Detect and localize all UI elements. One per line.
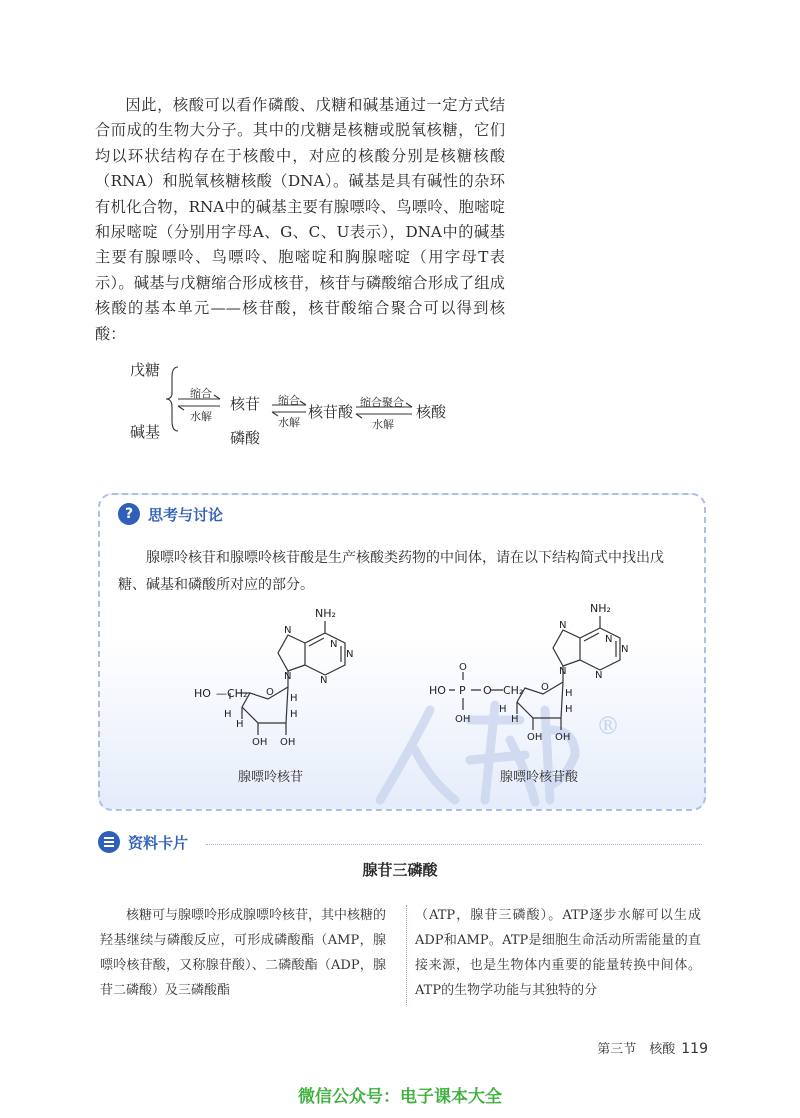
svg-text:OH: OH [527,732,543,743]
scheme-phosphate: 磷酸 [230,429,261,447]
svg-text:CH₂: CH₂ [503,684,524,697]
svg-text:H: H [236,719,244,730]
svg-text:H: H [511,714,519,725]
data-card-title: 资料卡片 [128,833,189,852]
registered-mark: ® [596,712,620,740]
card-right-text: （ATP，腺苷三磷酸）。ATP逐步水解可以生成ADP和AMP。ATP是细胞生命活动所需能量的直接来源，也是生物体内重要的能量转换中间体。ATP的生物学功能与其独特的分 [415,908,701,998]
wechat-banner: 微信公众号：电子课本大全 [298,1087,502,1107]
think-discuss-text [118,545,688,599]
svg-text:P: P [459,684,466,697]
card-icon [98,831,120,853]
svg-text:N: N [346,649,354,660]
svg-text:N: N [320,675,328,686]
card-right-column [415,903,701,1003]
scheme-condense-polymerize: 缩合聚合 [360,396,404,409]
scheme-nucleotide: 核苷酸 [308,403,354,421]
card-left-column [100,903,386,1003]
svg-text:N: N [559,620,567,631]
atp-heading: 腺苷三磷酸 [362,861,438,879]
scheme-base: 碱基 [130,423,161,441]
adenosine-label: 腺嘌呤核苷 [238,770,304,785]
intro-paragraph: 因此，核酸可以看作磷酸、戊糖和碱基通过一定方式结合而成的生物大分子。其中的戊糖是核糖或脱氧核糖，它们均以环状结构存在于核酸中，对应的核酸分别是核糖核酸（RNA）和脱氧核糖核酸（DNA）。碱基是具有碱性的杂环有机化合物，RNA中的碱基主要有腺嘌呤、鸟嘌呤、胞嘧啶和尿嘧啶（分别用字母A、G、C、U表示），DNA中的碱基主要有腺嘌呤、鸟嘌呤、胞嘧啶和胸腺嘧啶（用字母T表示）。碱基与戊糖缩合形成核苷，核苷与磷酸缩合形成了组成核酸的基本单元——核苷酸，核苷酸缩合聚合可以得到核酸： [95,96,505,343]
scheme-hydrolysis-1: 水解 [190,410,212,423]
svg-text:H: H [565,704,573,715]
svg-text:H: H [499,704,507,715]
svg-text:H: H [565,688,573,699]
think-discuss-title: 思考与讨论 [148,505,224,524]
scheme-condense-1: 缩合 [190,387,212,400]
svg-text:H: H [290,693,298,704]
column-separator [406,905,407,1005]
scheme-hydrolysis-2: 水解 [278,416,300,429]
think-discuss-header [118,502,223,526]
data-card-header [98,831,188,853]
scheme-condense-2: 缩合 [278,394,300,407]
svg-text:OH: OH [555,732,571,743]
think-discuss-paragraph: 腺嘌呤核苷和腺嘌呤核苷酸是生产核酸类药物的中间体，请在以下结构简式中找出戊糖、碱基和磷酸所对应的部分。 [118,550,664,593]
scheme-hydrolysis-3: 水解 [372,418,394,431]
reaction-scheme [120,355,480,455]
adenosine-structure [190,605,380,755]
card-left-text: 核糖可与腺嘌呤形成腺嘌呤核苷，其中核糖的羟基继续与磷酸反应，可形成磷酸酯（AMP，腺嘌呤核苷酸，又称腺苷酸）、二磷酸酯（ADP，腺苷二磷酸）及三磷酸酯 [100,908,387,998]
svg-text:N: N [284,625,292,636]
page-number: 119 [681,1041,708,1057]
svg-text:O: O [459,662,467,673]
page-footer [560,1038,708,1057]
svg-text:N: N [559,666,567,677]
svg-text:HO: HO [429,684,446,697]
svg-text:OH: OH [455,714,471,725]
amp-structure [425,600,645,750]
svg-text:H: H [290,709,298,720]
scheme-nucleic-acid: 核酸 [416,403,447,421]
svg-text:H: H [224,709,232,720]
question-icon: ? [118,503,140,525]
amp-label: 腺嘌呤核苷酸 [500,770,579,785]
intro-text [95,93,505,347]
svg-text:N: N [284,671,292,682]
svg-text:O: O [483,684,492,697]
svg-text:—CH₂: —CH₂ [216,687,248,700]
scheme-pentose: 戊糖 [130,361,161,379]
svg-text:N: N [621,644,629,655]
svg-text:N: N [330,639,338,650]
svg-text:OH: OH [252,737,268,748]
amp-nh2: NH₂ [590,602,611,615]
svg-text:O: O [541,682,549,693]
svg-text:N: N [605,634,613,645]
svg-text:OH: OH [280,737,296,748]
footer-section: 第三节 核酸 [597,1042,676,1057]
svg-text:HO: HO [194,687,211,700]
svg-text:O: O [266,687,274,698]
svg-text:N: N [595,670,603,681]
card-divider [206,844,702,845]
adenosine-nh2: NH₂ [315,607,336,620]
scheme-nucleoside: 核苷 [230,395,261,413]
